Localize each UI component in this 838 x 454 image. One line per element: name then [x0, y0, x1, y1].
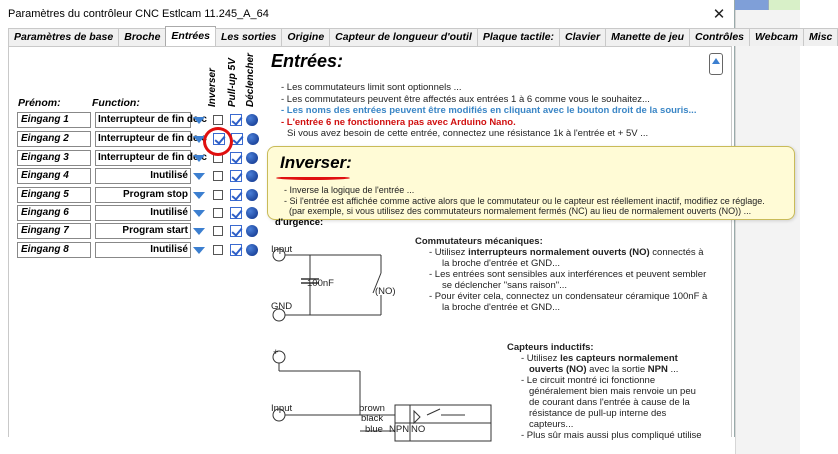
tooltip-body	[284, 185, 765, 217]
help-line: - Les commutateurs peuvent être affectés aux entrées 1 à 6 comme vous le souhaitez...	[281, 93, 650, 105]
pullup-checkbox[interactable]	[230, 244, 242, 256]
input-row-8	[17, 241, 258, 259]
invert-checkbox[interactable]	[213, 190, 223, 200]
input-name-field[interactable]: Eingang 2	[17, 131, 91, 147]
function-select[interactable]: Interrupteur de fin de c	[95, 150, 191, 166]
inductive-sensor-diagram	[265, 347, 505, 438]
function-select[interactable]: Interrupteur de fin de c	[95, 131, 191, 147]
scroll-up-icon[interactable]	[709, 53, 723, 75]
help-line-red: - L'entrée 6 ne fonctionnera pas avec Arduino Nano.	[281, 116, 516, 128]
mechanical-title: Commutateurs mécaniques:	[415, 236, 543, 247]
dropdown-arrow-icon[interactable]	[193, 228, 205, 235]
dropdown-arrow-icon[interactable]	[193, 247, 205, 254]
tab-strip	[8, 28, 837, 46]
input-row-6	[17, 204, 258, 222]
tab-webcam[interactable]: Webcam	[749, 28, 804, 46]
wire-label-brown: brown	[359, 403, 385, 414]
inductive-b1c: ouverts (NO)	[529, 364, 587, 375]
tab-origine[interactable]: Origine	[281, 28, 330, 46]
inductive-b3a: - Plus sûr mais aussi plus compliqué utilise	[521, 430, 702, 441]
inductive-b1b: les capteurs normalement	[560, 353, 678, 364]
mechanical-b1d: la broche d'entrée et GND...	[442, 258, 560, 269]
trigger-indicator-icon	[246, 114, 258, 126]
background-green-bar	[768, 0, 800, 10]
mechanical-b1c: connectés à	[649, 247, 704, 258]
dropdown-arrow-icon[interactable]	[193, 155, 205, 162]
function-select[interactable]: Program start	[95, 223, 191, 239]
diagram-label-plus: +	[273, 347, 279, 358]
mechanical-b3a: - Pour éviter cela, connectez un condensateur céramique 100nF à	[429, 291, 708, 302]
invert-tooltip	[267, 146, 795, 220]
pullup-checkbox[interactable]	[230, 189, 242, 201]
sensor-label-npn: NPN	[389, 424, 410, 435]
invert-checkbox[interactable]	[213, 245, 223, 255]
function-select[interactable]: Inutilisé	[95, 242, 191, 258]
inductive-b1a: - Utilisez	[521, 353, 561, 364]
tab-clavier[interactable]: Clavier	[559, 28, 606, 46]
help-list	[281, 82, 696, 140]
tooltip-line: - Inverse la logique de l'entrée ...	[284, 185, 415, 195]
tab-capteur-longueur-outil[interactable]: Capteur de longueur d'outil	[329, 28, 478, 46]
mechanical-b2b: se déclencher "sans raison"...	[442, 280, 568, 291]
inductive-b2e: capteurs...	[529, 419, 574, 430]
column-name-header: Prénom:	[18, 97, 61, 109]
sensor-label-no: NO	[411, 424, 426, 435]
diagram-label-no: (NO)	[375, 286, 396, 297]
close-icon[interactable]: ✕	[712, 5, 726, 23]
function-select[interactable]: Program stop	[95, 187, 191, 203]
tab-broche[interactable]: Broche	[118, 28, 166, 46]
invert-checkbox[interactable]	[213, 115, 223, 125]
input-name-field[interactable]: Eingang 3	[17, 150, 91, 166]
input-name-field[interactable]: Eingang 4	[17, 168, 91, 184]
inductive-title: Capteurs inductifs:	[507, 342, 594, 353]
window-title: Paramètres du contrôleur CNC Estlcam 11.245_A_64	[8, 7, 269, 20]
column-invert-header: Inverser	[207, 68, 218, 107]
function-select[interactable]: Inutilisé	[95, 168, 191, 184]
mechanical-b2a: - Les entrées sont sensibles aux interférences et peuvent sembler	[429, 269, 707, 280]
pullup-checkbox[interactable]	[230, 225, 242, 237]
invert-checkbox[interactable]	[213, 226, 223, 236]
pullup-checkbox[interactable]	[230, 170, 242, 182]
dropdown-arrow-icon[interactable]	[193, 192, 205, 199]
inductive-b1f: ...	[667, 364, 679, 375]
diagram-label-input: Input	[271, 244, 293, 255]
tab-entrees[interactable]: Entrées	[165, 26, 216, 46]
dropdown-arrow-icon[interactable]	[193, 117, 205, 124]
tab-parametres-de-base[interactable]: Paramètres de base	[8, 28, 119, 46]
background-window	[735, 0, 800, 454]
diagram-label-input: Input	[271, 403, 293, 414]
diagram-label-capacitor: 100nF	[307, 278, 334, 289]
column-function-header: Function:	[92, 97, 140, 109]
input-name-field[interactable]: Eingang 6	[17, 205, 91, 221]
inductive-b2a: - Le circuit montré ici fonctionne	[521, 375, 656, 386]
input-name-field[interactable]: Eingang 7	[17, 223, 91, 239]
trigger-indicator-icon	[246, 225, 258, 237]
dropdown-arrow-icon[interactable]	[193, 210, 205, 217]
input-name-field[interactable]: Eingang 5	[17, 187, 91, 203]
inputs-panel	[8, 46, 765, 441]
column-pullup-header: Pull-up 5V	[227, 58, 238, 107]
tab-les-sorties[interactable]: Les sorties	[215, 28, 282, 46]
mechanical-text	[415, 236, 707, 313]
diagram-label-gnd: GND	[271, 301, 293, 312]
mechanical-b3b: la broche d'entrée et GND...	[442, 302, 560, 313]
inductive-text	[507, 342, 702, 441]
mechanical-b1a: - Utilisez	[429, 247, 469, 258]
help-line-blue: - Les noms des entrées peuvent être modifiés en cliquant avec le bouton droit de la souris...	[281, 105, 697, 116]
pullup-checkbox[interactable]	[230, 152, 242, 164]
tooltip-line: (par exemple, si vous utilisez des commutateurs normalement fermés (NC) au lieu de normalement ouverts (NO)) ...	[289, 206, 752, 216]
trigger-indicator-icon	[246, 189, 258, 201]
input-row-5	[17, 186, 258, 204]
tooltip-title: Inverser:	[280, 153, 352, 172]
wire-label-blue: blue	[365, 424, 383, 435]
page-title: Entrées:	[271, 51, 344, 71]
trigger-indicator-icon	[246, 152, 258, 164]
pullup-checkbox[interactable]	[230, 207, 242, 219]
input-row-7	[17, 222, 258, 240]
background-blue-bar	[735, 0, 768, 10]
trigger-indicator-icon	[246, 207, 258, 219]
invert-checkbox[interactable]	[213, 171, 223, 181]
highlight-circle-annotation	[203, 127, 233, 156]
tab-manette-de-jeu[interactable]: Manette de jeu	[605, 28, 690, 46]
wire-label-black: black	[361, 413, 384, 424]
input-name-field[interactable]: Eingang 8	[17, 242, 91, 258]
mechanical-b1b: interrupteurs normalement ouverts (NO)	[468, 247, 650, 258]
partial-heading: d'urgence:	[275, 217, 324, 228]
inductive-b1e: NPN	[647, 364, 668, 375]
dropdown-arrow-icon[interactable]	[193, 173, 205, 180]
function-select[interactable]: Inutilisé	[95, 205, 191, 221]
tooltip-line: - Si l'entrée est affichée comme active alors que le commutateur ou le capteur est réellement inactif, modifiez ce réglage.	[284, 195, 765, 206]
pullup-checkbox[interactable]	[230, 114, 242, 126]
function-select[interactable]: Interrupteur de fin de c	[95, 112, 191, 128]
help-line: Si vous avez besoin de cette entrée, connectez une résistance 1k à l'entrée et + 5V ...	[287, 128, 649, 139]
tab-misc[interactable]: Misc	[803, 28, 838, 46]
trigger-indicator-icon	[246, 244, 258, 256]
inductive-b2c: de courant dans l'entrée à cause de la	[529, 397, 690, 408]
inductive-b2b: généralement bien mais renvoie un peu	[529, 386, 696, 397]
tooltip-underline-annotation	[276, 176, 350, 180]
tab-controles[interactable]: Contrôles	[689, 28, 750, 46]
trigger-indicator-icon	[246, 170, 258, 182]
invert-checkbox[interactable]	[213, 208, 223, 218]
input-name-field[interactable]: Eingang 1	[17, 112, 91, 128]
inductive-b2d: résistance de pull-up interne des	[529, 408, 667, 419]
title-bar	[0, 0, 734, 27]
trigger-indicator-icon	[247, 133, 259, 145]
input-row-4	[17, 167, 258, 185]
help-line: - Les commutateurs limit sont optionnels ...	[281, 82, 462, 93]
column-trigger-header: Déclencher	[245, 53, 256, 107]
tab-plaque-tactile[interactable]: Plaque tactile:	[477, 28, 560, 46]
inductive-b1d: avec la sortie	[586, 364, 648, 375]
input-row-1	[17, 111, 258, 129]
